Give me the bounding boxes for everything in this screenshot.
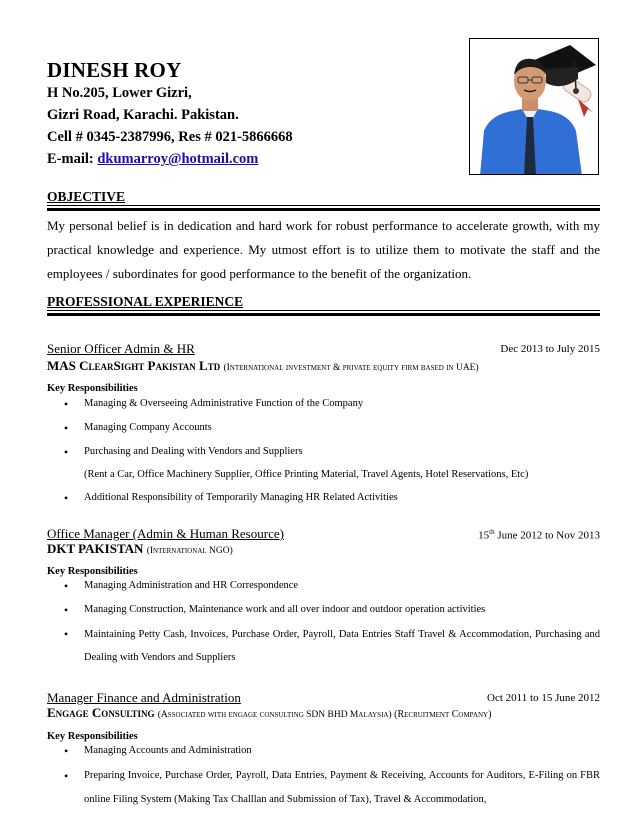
address-line-2: Gizri Road, Karachi. Pakistan. — [47, 107, 239, 123]
job-1-sub-note: (Rent a Car, Office Machinery Supplier, Office Printing Material, Travel Agents, Hotel Reservations, Etc) — [84, 469, 529, 480]
job-3-title: Manager Finance and Administration — [47, 690, 241, 705]
job-3-company-name: Engage Consulting — [47, 705, 155, 720]
objective-text: My personal belief is in dedication and hard work for robust performance to accelerate growth, with my practical knowledge and experience. My utmost effort is to utilize them to motivate the staff and the employees / subordinates for good performance to the benefit of the organization. — [47, 218, 600, 281]
objective-rule-top — [47, 205, 600, 206]
experience-heading: PROFESSIONAL EXPERIENCE — [47, 294, 244, 309]
job-3-date: Oct 2011 to 15 June 2012 — [487, 692, 600, 704]
job-1-company-desc: (International investment & private equity firm based in UAE) — [223, 363, 479, 373]
job-1-title: Senior Officer Admin & HR — [47, 341, 195, 356]
job-1-item-1: • Managing & Overseeing Administrative Function of the Company — [84, 393, 600, 415]
job-2-company — [47, 541, 233, 557]
job-2-key-label: Key Responsibilities — [47, 566, 138, 577]
job-3-key-label: Key Responsibilities — [47, 731, 138, 742]
job-2-item-1: • Managing Administration and HR Correspondence — [84, 575, 600, 597]
job-2-company-desc: (International NGO) — [146, 546, 233, 556]
profile-photo — [469, 38, 599, 175]
email-link[interactable]: dkumarroy@hotmail.com — [97, 151, 259, 167]
job-1-item-4: • Additional Responsibility of Temporarily Managing HR Related Activities — [84, 487, 600, 509]
experience-rule-top — [47, 310, 600, 311]
job-3-company-desc: (Associated with engage consulting SDN BHD Malaysia) — [157, 710, 392, 720]
job-3-company-desc2: (Recruitment Company) — [391, 709, 492, 720]
job-3-item-1: • Managing Accounts and Administration — [84, 740, 600, 762]
job-2-date-day: 15 — [478, 529, 490, 542]
email-label: E-mail: — [47, 151, 98, 167]
job-3-company — [47, 705, 491, 721]
objective-heading: OBJECTIVE — [47, 189, 126, 204]
candidate-name: DINESH ROY — [47, 58, 182, 82]
job-1-date: Dec 2013 to July 2015 — [500, 343, 600, 355]
email-line — [47, 151, 258, 168]
objective-rule-bottom — [47, 208, 600, 211]
job-2-date — [478, 528, 600, 542]
job-2-date-sup: th — [489, 528, 495, 536]
job-3-item-2: • Preparing Invoice, Purchase Order, Payroll, Data Entries, Payment & Receiving, Accounts for Auditors, E-Filing on FBR online Filing System (Making Tax Challlan and Submission of Tax), Travel & Accommodation, — [84, 764, 600, 812]
job-1-company — [47, 358, 479, 374]
job-1-company-name: MAS ClearSight Pakistan Ltd — [47, 358, 221, 373]
job-2-item-3: • Maintaining Petty Cash, Invoices, Purchase Order, Payroll, Data Entries Staff Travel & Accommodation, Purchasing and Dealing with Vendors and Suppliers — [84, 623, 600, 669]
job-2-company-name: DKT PAKISTAN — [47, 541, 144, 556]
job-1-item-3: • Purchasing and Dealing with Vendors and Suppliers — [84, 441, 600, 463]
job-1-item-2: • Managing Company Accounts — [84, 417, 600, 439]
address-line-1: H No.205, Lower Gizri, — [47, 85, 192, 101]
job-2-date-rest: June 2012 to Nov 2013 — [494, 529, 600, 542]
job-2-item-2: • Managing Construction, Maintenance work and all over indoor and outdoor operation activities — [84, 599, 600, 621]
profile-photo-graphic — [470, 39, 599, 175]
phone-line: Cell # 0345-2387996, Res # 021-5866668 — [47, 129, 293, 145]
experience-rule-bottom — [47, 313, 600, 316]
job-2-title: Office Manager (Admin & Human Resource) — [47, 526, 284, 541]
job-1-key-label: Key Responsibilities — [47, 383, 138, 394]
